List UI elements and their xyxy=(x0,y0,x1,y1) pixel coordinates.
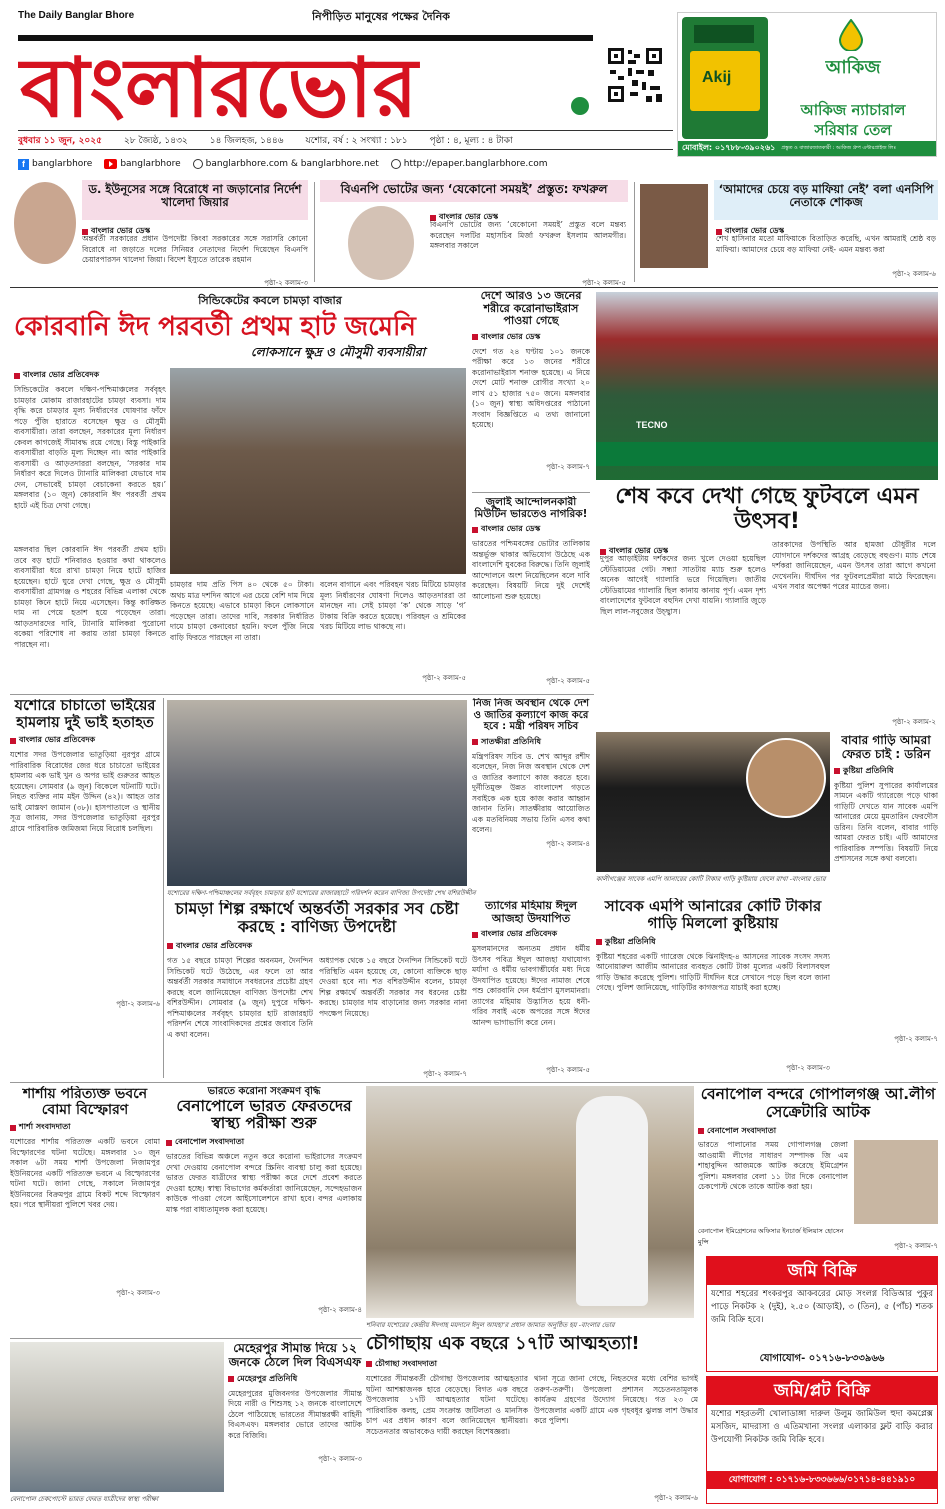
qr-code[interactable] xyxy=(606,46,664,104)
facebook-link[interactable]: f banglarbhore xyxy=(18,159,92,170)
classified-title: জমি বিক্রি xyxy=(707,1257,937,1285)
jump: পৃষ্ঠা-২ কলাম-৭ xyxy=(894,1034,938,1043)
jump: পৃষ্ঠা-২ কলাম-৭ xyxy=(894,1242,938,1250)
bangla-date: ২৮ জ্যৈষ্ঠ, ১৪৩২ xyxy=(123,135,188,146)
body: মেহেরপুরের মুজিবনগর উপজেলার সীমান্ত দিয়ে নারী ও শিশুসহ ১২ জনকে বাংলাদেশে ঠেলে পাঠিয়েছে ভারতের সীমান্তরক্ষী বাহিনী বিএসএফ। মঙ্গলবার ভোরে তাদের আটক করে বিজিবি। xyxy=(228,1388,362,1440)
jump: পৃষ্ঠা-২ কলাম-৫ xyxy=(546,677,590,686)
jump: পৃষ্ঠা-২ কলাম-৬ xyxy=(116,1000,160,1009)
headline: বাবার গাড়ি আমরা ফেরত চাই : ডরিন xyxy=(841,734,931,761)
body: যশোরের শার্শায় পরিত্যক্ত একটি ভবনে বোমা বিস্ফোরণের ঘটনা ঘটেছে। মঙ্গলবার ১০ জুন সকাল ৬টা সময় শার্শা উপজেলা নিজামপুর ইউনিয়নের একটি পরিত্যক্ত ভবনে এ বিস্ফোরণের ঘটনা ঘটে। জানা গেছে, সকালে নিজামপুর ইউনিয়নের বিক্রমপুর গ্রামে বিকট শব্দে বিস্ফোরণ হয়। পরে স্থানীয়রা পুলিশে খবর দেয়। xyxy=(10,1137,160,1210)
english-name: The Daily Banglar Bhore xyxy=(18,10,135,21)
stadium-photo xyxy=(596,292,938,480)
body-1: গত ১৫ বছরে চামড়া শিল্পের অবনমন, দৈনন্দিন সিন্ডিকেট ঘটে উঠেছে, এর ফলে তা আর অন্তর্বর্তী সরকার সমাধানে সবধরনের প্রচেষ্টা গ্রহণ করছে বলে জানিয়েছেন বাণিজ্য উপদেষ্টা শেখ বশিরউদ্দীন। সোমবার (৯ জুন) দুপুরে দক্ষিণ-পশ্চিমাঞ্চলের সর্ববৃহৎ চামড়ার হাট রাজারহাট পরিদর্শন শেষে সাংবাদিকদের প্রশ্নের জবাবে তিনি এ কথা বলেন। xyxy=(167,956,313,1039)
headline: ‘আমাদের চেয়ে বড় মাফিয়া নেই’ বলা এনসিপি নেতাকে শোকজ xyxy=(714,180,938,220)
date-bar xyxy=(18,130,673,150)
chamra-story[interactable] xyxy=(167,900,467,1080)
jump: পৃষ্ঠা-২ কলাম-৫ xyxy=(582,279,626,286)
daughter-story[interactable] xyxy=(834,734,938,1074)
health-check-caption: বেনাপোল চেকপোস্টে ভারত ফেরত যাত্রীদের স্বাস্থ্য পরীক্ষা xyxy=(10,1495,159,1503)
body: ভারতের পশ্চিমবঙ্গের ভোটার তালিকায় অন্তর্ভুক্ত থাকার অভিযোগ উঠেছে এক বাংলাদেশি যুবকের বিরুদ্ধে। তিনি জুলাই আন্দোলনে অংশ নিয়েছিলেন বলে দাবি করেছেন। বিষয়টি নিয়ে দুই দেশেই আলোচনা শুরু হয়েছে। xyxy=(472,539,590,601)
body: ভারতে পালানোর সময় গোপালগঞ্জ জেলা আওয়ামী লীগের সাধারণ সম্পাদক জি এম শাহাবুদ্দিন আজমকে আটক করেছে ইমিগ্রেশন পুলিশ। মঙ্গলবার বেলা ১১ টার দিকে বেনাপোল চেকপোস্ট থেকে তাকে আটক করা হয়। xyxy=(698,1140,848,1191)
lead-headline: কোরবানি ঈদ পরবর্তী প্রথম হাট জমেনি xyxy=(14,312,416,342)
commerce-adviser-photo xyxy=(167,700,467,886)
issue-details: যশোর, বর্ষ : ২ সংখ্যা : ১৮১ xyxy=(305,135,408,146)
ncp-leader-photo xyxy=(640,184,708,268)
byline: শার্শা সংবাদদাতা xyxy=(10,1121,160,1134)
classified-title: জমি/প্লট বিক্রি xyxy=(707,1377,937,1405)
body: কুষ্টিয়া পুলিশ সুপারের কার্যালয়ের সামনে একটি গ্যারেজে পড়ে থাকা গাড়িটি দেখতে যান সাবেক এমপি আনারের মেয়ে মুমতারিন ফেরদৌস ডরিন। তিনি বলেন, বাবার গাড়ি আমরা ফেরত চাই। এটি আমাদের পারিবারিক সম্পত্তি। বিষয়টি নিয়ে প্রশাসনের সঙ্গে কথা বলবো। xyxy=(834,780,938,864)
oil-can xyxy=(682,17,768,139)
lead-kicker: সিন্ডিকেটের কবলে চামড়া বাজার xyxy=(198,294,342,307)
oil-drop-icon xyxy=(838,19,864,51)
byline: বাংলার ভোর ডেস্ক xyxy=(472,331,590,344)
headline: বেনাপোল বন্দরে গোপালগঞ্জ আ.লীগ সেক্রেটারি আটক xyxy=(700,1086,936,1121)
body-2: অধ্যাপক থেকে ১৫ বছরে দৈনন্দিন সিন্ডিকেট ঘটে পরিস্থিতি এমন হয়েছে যে, কোনো ব্যক্তিকে ছাড় দেওয়া হবে না। শত বশিরউদ্দীন বলেন, চামড়া শিল্প রক্ষার্থে অন্তর্বর্তী সরকার সব ধরনের চেষ্টা করছে। চামড়ার দাম বাড়ানোর জন্য সরকার নানা পদক্ষেপ নিয়েছে। xyxy=(319,956,467,1018)
ad-footer xyxy=(678,141,936,156)
lead-story[interactable] xyxy=(10,290,468,690)
gopalganj-story[interactable] xyxy=(698,1086,938,1252)
body: বিএনপি ভোটের জন্য ‘যেকোনো সময়ই’ প্রস্তুত বলে মন্তব্য করেছেন দলটির মহাসচিব মির্জা ফখরুল ইসলাম আলমগীর। মঙ্গলবার সকালে xyxy=(430,220,626,250)
eid-caption: শনিবার যশোরের কেন্দ্রীয় ঈদগাহ ময়দানে ঈদুল আযহা’র প্রধান জামাত অনুষ্ঠিত হয় -বাংলার ভোর xyxy=(366,1321,615,1329)
ad-brand: আকিজ xyxy=(825,57,881,78)
lead-subhead: লোকসানে ক্ষুদ্র ও মৌসুমী ব্যবসায়ীরা xyxy=(250,345,426,359)
leather-market-photo xyxy=(170,368,466,574)
pages-price: পৃষ্ঠা : ৪, মূল্য : ৪ টাকা xyxy=(429,135,513,146)
jump: পৃষ্ঠা-২ কলাম-৬ xyxy=(654,1494,698,1502)
commerce-photo-caption: যশোরের দক্ষিণ-পশ্চিমাঞ্চলের সর্ববৃহৎ চামড়ার হাট যশোরের রাজারহাটে পরিদর্শন করেন বাণিজ্য উপদেষ্টা শেখ বশিরউদ্দীন xyxy=(167,889,476,897)
meherpur-story[interactable] xyxy=(228,1342,362,1494)
health-check-photo xyxy=(10,1342,224,1492)
ad-footer-text: প্রস্তুত ও বাজারজাতকারী : আকিজ গ্রুপ এন্টারপ্রাইজ লিঃ xyxy=(781,144,897,151)
body: শেখ হাসিনার মতো মাফিয়াকে বিতাড়িত করেছি, এখন আমরাই শ্রেষ্ঠ বড় মাফিয়া। আমাদের চেয়ে বড় মাফিয়া নেই- এমন মন্তব্য করা xyxy=(716,234,936,254)
headline: চৌগাছায় এক বছরে ১৭টি আত্মহত্যা! xyxy=(366,1334,640,1354)
body: যশোর সদর উপজেলার ভাতুড়িয়া নুরপুর গ্রামে পারিবারিক বিরোধের জের ধরে চাচাতো ভাইয়ের হামলায় এক ভাই খুন ও অপর ভাই গুরুতর আহত হয়েছেন। সোমবার (৯ জুন) বিকেলে ঘটনাটি ঘটে। নিহত ব্যক্তির নাম মইন উদ্দিন (৪২)। আহত তার ভাই মোস্তফা জামান (৩৮)। হাসপাতালে ও স্থানীয় সূত্র জানায়, সদর উপজেলার ভাতুড়িয়া নুরপুর গ্রামে পারিবারিক জমিজমা নিয়ে বিরোধ চলছিল। xyxy=(10,750,160,833)
classified-contact: যোগাযোগ : ০১৭১৬-৮৩৩৬৬৬/০১৭১৪-৪৪১৯১০ xyxy=(707,1471,937,1489)
hijri-date: ১৪ জিলহজ, ১৪৪৬ xyxy=(209,135,284,146)
signoff: বেনাপোল ইমিগ্রেশনের অফিসার ইনচার্জ ইলিয়াস হোসেন মুন্সি xyxy=(698,1227,844,1246)
top-story-ncp[interactable] xyxy=(640,178,938,286)
car-photo xyxy=(596,732,830,872)
tagline: নিপীড়িত মানুষের পক্ষের দৈনিক xyxy=(312,10,450,23)
top-story-fakhrul[interactable] xyxy=(320,178,630,286)
jump: পৃষ্ঠা-২ কলাম-৫ xyxy=(546,1066,590,1075)
globe-icon xyxy=(193,159,203,169)
byline: কুষ্টিয়া প্রতিনিধি xyxy=(596,936,830,949)
classified-plot-sale[interactable] xyxy=(706,1376,938,1504)
classified-contact: যোগাযোগ- ০১৭১৬-৮৩৩৯৬৬ xyxy=(759,1353,885,1364)
headline: ত্যাগের মহিমায় ঈদুল আজহা উদযাপিত xyxy=(485,900,577,925)
lead-jump: পৃষ্ঠা-২ কলাম-৫ xyxy=(422,674,466,682)
body: মন্ত্রিপরিষদ সচিব ড. শেখ আব্দুর রশীদ বলেছেন, নিজ নিজ অবস্থান থেকে দেশ ও জাতির কল্যাণে কাজ করতে হবে। দুর্নীতিমুক্ত উন্নত বাংলাদেশ গড়তে সবাইকে এক হয়ে কাজ করার আহ্বান জানান তিনি। সাতক্ষীরায় আয়োজিত এক মতবিনিময় সভায় তিনি এসব কথা বলেন। xyxy=(472,751,590,834)
lead-col1 xyxy=(14,366,166,672)
jump: পৃষ্ঠা-২ কলাম-৭ xyxy=(423,1070,467,1078)
jump: পৃষ্ঠা-২ কলাম-৩ xyxy=(318,1454,362,1463)
youtube-link[interactable]: banglarbhore xyxy=(104,159,180,169)
julai-story[interactable] xyxy=(472,496,590,696)
byline: বেনাপোল সংবাদদাতা xyxy=(698,1125,938,1138)
eid-prayer-photo xyxy=(366,1086,694,1318)
body: দেশে গত ২৪ ঘণ্টায় ১০১ জনকে পরীক্ষা করে ১৩ জনের শরীরে করোনাভাইরাস শনাক্ত হয়েছে। এ নিয়ে দেশে মোট শনাক্ত রোগীর সংখ্যা ২০ লাখ ৫১ হাজার ৭৫০ জনে। মঙ্গলবার (১০ জুন) স্বাস্থ্য অধিদপ্তরের পাঠানো সংবাদ বিজ্ঞপ্তিতে এ তথ্য জানানো হয়েছে। xyxy=(472,346,590,430)
byline: বাংলার ভোর প্রতিবেদক xyxy=(472,928,590,941)
headline: চামড়া শিল্প রক্ষার্থে অন্তর্বর্তী সরকার সব চেষ্টা করছে : বাণিজ্য উপদেষ্টা xyxy=(175,900,459,937)
eid-story[interactable] xyxy=(472,900,590,1078)
byline: কুষ্টিয়া প্রতিনিধি xyxy=(834,765,938,778)
body-2: থানা সূত্রে জানা গেছে, নিহতদের মধ্যে বেশির ভাগই তরুণ-তরুণী। উপজেলা প্রশাসন সচেতনতামূলক কার্যক্রম গ্রহণের উদ্যোগ নিয়েছে। গত ২৩ মে উপজেলার একটি গ্রামে এক গৃহবধূর ঝুলন্ত লাশ উদ্ধার করে পুলিশ। xyxy=(534,1374,698,1425)
body-1: দুপুর আড়াইটায় দর্শকদের জন্য খুলে দেওয়া হয়েছিল স্টেডিয়ামের গেট। সন্ধ্যা সাতটায় ম্যাচ শুরু হলেও অনেক আগেই গ্যালারি ভরে গিয়েছিল। জাতীয় স্টেডিয়ামের গ্যালারি ছিল কানায় কানায় পূর্ণ। এমন দৃশ্য বাংলাদেশের ফুটবলে বহুদিন দেখা যায়নি। গ্যালারি জুড়ে ছিল লাল-সবুজের উচ্ছ্বাস। xyxy=(600,554,766,616)
bomb-story[interactable] xyxy=(10,1086,160,1330)
khaleda-photo xyxy=(14,182,76,264)
headline: ড. ইউনূসের সঙ্গে বিরোধে না জড়ানোর নির্দেশ খালেদা জিয়ার xyxy=(82,180,308,220)
lead-text-3: চামড়ার দাম প্রতি পিস ৪০ থেকে ৫০ টাকা। অথচ মাত্র দশদিন আগে এর চেয়ে বেশি দাম দিয়ে কিনতে হয়েছে। এভাবে চামড়া কিনে লোকসানে পড়েছেন তারা। তাদের দাবি, সরকার নির্ধারিত দামে চামড়া কেনাবেচা হয়নি। ফলে পুঁজি নিয়ে বাড়ি ফিরতে পারছেন না তারা। xyxy=(170,580,314,642)
body: অন্তর্বর্তী সরকারের প্রধান উপদেষ্টা কিংবা সরকারের সঙ্গে সরাসরি কোনো বিরোধে না জড়াতে দলের সিনিয়র নেতাদের নির্দেশ দিয়েছেন বিএনপি চেয়ারপারসন খালেদা জিয়া। বিদেশ ইস্যুতে তারেক রহমান xyxy=(82,234,308,264)
social-bar xyxy=(18,156,678,172)
byline: বাংলার ভোর ডেস্ক xyxy=(716,225,784,238)
mp-portrait xyxy=(746,738,826,818)
jump: পৃষ্ঠা-২ কলাম-২ xyxy=(892,718,936,726)
body: মুসলমানদের অন্যতম প্রধান ধর্মীয় উৎসব পবিত্র ঈদুল আজহা যথাযোগ্য মর্যাদা ও ধর্মীয় ভাবগাম্ভীর্যের মধ্য দিয়ে উদযাপিত হয়েছে। ঈদের নামাজ শেষে পশু কোরবানি দেন ধর্মপ্রাণ মুসলমানরা। ত্যাগের মহিমায় উদ্ভাসিত হয়ে ধনী-গরিব সবাই একে অপরের সঙ্গে ঈদের আনন্দ ভাগাভাগি করে নেন। xyxy=(472,944,590,1027)
byline: বাংলার ভোর ডেস্ক xyxy=(82,225,150,238)
kicker: ভারতে করোনা সংক্রমণ বৃদ্ধি xyxy=(207,1086,321,1097)
football-story[interactable] xyxy=(596,290,938,730)
jump: পৃষ্ঠা-২ কলাম-৪ xyxy=(318,1306,362,1315)
classified-land-sale[interactable] xyxy=(706,1256,938,1372)
stadium-banner: TECNO xyxy=(636,420,668,430)
secretary-photo xyxy=(854,1140,938,1224)
headline: মেহেরপুর সীমান্ত দিয়ে ১২ জনকে ঠেলে দিল বিএসএফ xyxy=(228,1342,362,1369)
weekday: বুধবার ১১ জুন, ২০২৫ xyxy=(18,135,102,146)
suicide-story[interactable] xyxy=(366,1334,700,1504)
body-1: যশোরের সীমান্তবর্তী চৌগাছা উপজেলায় আত্মহত্যার ঘটনা আশঙ্কাজনক হারে বেড়েছে। বিগত এক বছরে উপজেলায় ১৭টি আত্মহত্যার ঘটনা ঘটেছে। পারিবারিক কলহ, প্রেম সংক্রান্ত জটিলতা ও মানসিক চাপ এর প্রধান কারণ বলে জানিয়েছেন স্থানীয়রা। সচেতনতার অভাবকেও দায়ী করছেন বিশেষজ্ঞরা। xyxy=(366,1374,528,1436)
ad-phone: মোবাইল: ০১৭৮৮-৩৯০২৬১ xyxy=(682,143,776,152)
lead-byline: বাংলার ভোর প্রতিবেদক xyxy=(14,369,166,382)
car-caption: কালীগঞ্জের সাবেক এমপি আনারের কোটি টাকার গাড়ি কুষ্টিয়ায় ফেলে রাখা -বাংলার ভোর xyxy=(596,875,826,883)
jump: পৃষ্ঠা-২ কলাম-৪ xyxy=(546,839,590,848)
masthead xyxy=(0,0,945,178)
akij-ad[interactable] xyxy=(677,12,937,157)
benapole-corona-story[interactable] xyxy=(166,1086,362,1336)
headline: শার্শায় পরিত্যক্ত ভবনে বোমা বিস্ফোরণ xyxy=(22,1086,148,1119)
epaper-link[interactable]: http://epaper.banglarbhore.com xyxy=(391,159,548,169)
headline: বিএনপি ভোটের জন্য ‘যেকোনো সময়ই’ প্রস্তুত: ফখরুল xyxy=(320,180,628,202)
logo-art xyxy=(18,24,593,124)
byline: মেহেরপুর প্রতিনিধি xyxy=(228,1373,362,1386)
byline: বাংলার ভোর প্রতিবেদক xyxy=(167,940,467,953)
classified-text: যশোর শহরের শংকরপুর আকবরের মোড় সংলগ্ন বিডিআর পুকুর পাড়ে নিকটক ২ (দুই), ২.৫০ (আড়াই), ৩ (তিন), ৫ (পাঁচ) শতক জমি বিক্রি হবে। xyxy=(711,1289,933,1325)
globe-icon-2 xyxy=(391,159,401,169)
corona-story[interactable] xyxy=(472,290,590,490)
headline: নিজ নিজ অবস্থান থেকে দেশ ও জাতির কল্যাণে কাজ করে হবে : মন্ত্রী পরিষদ সচিব xyxy=(473,698,589,732)
health-secretary-story[interactable] xyxy=(472,698,590,868)
byline: বাংলার ভোর ডেস্ক xyxy=(472,523,590,536)
byline: বেনাপোল সংবাদদাতা xyxy=(166,1136,362,1149)
ad-product-line: আকিজ ন্যাচারাল xyxy=(800,101,906,119)
headline: শেষ কবে দেখা গেছে ফুটবলে এমন উৎসব! xyxy=(615,484,919,535)
byline: বাংলার ভোর ডেস্ক xyxy=(600,545,668,558)
jump: পৃষ্ঠা-২ কলাম-৬ xyxy=(892,270,936,278)
headline: যশোরে চাচাতো ভাইয়ের হামলায় দুই ভাই হতাহত xyxy=(14,698,156,731)
chachato-story[interactable] xyxy=(10,698,160,1072)
lead-text-1: সিন্ডিকেটের কবলে দক্ষিণ-পশ্চিমাঞ্চলের সর্ববৃহৎ চামড়ার মোকাম রাজারহাটের চামড়া ব্যবসা। দাম বৃদ্ধি করে চামড়ার মূল্য নির্ধারণের ঘোষণার ফাঁদে পড়ে পুঁজি হারাতে বসেছেন ক্ষুদ্র ও মৌসুমী ব্যবসায়ীরা। তারা বলছেন, সরকারের মূল্য নির্ধারণ কেবল কাগজেই সীমাবদ্ধ রয়ে গেছে। বিস্তু পাইকারি ব্যবসায়ীরা বাড়তি মূল্য দিচ্ছেন না। আর পাইকারি ব্যবসায়ী ও আড়তদাররা বলছেন, ‘সরকার দাম নির্ধারণ করে দিলেও ট্যানারি মালিকরা যেভাবে দাম দেন, সেভাবেই চামড়া বেচাকেনা করতে হয়।’ মঙ্গলবার (১০ জুন) কোরবানি ঈদ পরবর্তী প্রথম হাটে এই চিত্র দেখা গেছে। xyxy=(14,385,166,510)
headline: বেনাপোলে ভারত ফেরতদের স্বাস্থ্য পরীক্ষা শুরু xyxy=(176,1096,352,1133)
headline: জুলাই আন্দোলনকারী মিউটিন ভারতেও নাগরিক! xyxy=(474,496,588,521)
top-strip xyxy=(10,178,938,286)
fakhrul-photo xyxy=(348,206,414,280)
byline: বাংলার ভোর ডেস্ক xyxy=(430,211,498,224)
body: ভারতের বিভিন্ন অঞ্চলে নতুন করে করোনা ভাইরাসের সংক্রমণ দেখা দেওয়ায় বেনাপোল বন্দরে স্ক্রিনিং ব্যবস্থা চালু করা হয়েছে। ভারত ফেরত যাত্রীদের স্বাস্থ্য পরীক্ষা করে দেশে প্রবেশ করতে দেওয়া হচ্ছে। স্বাস্থ্য বিভাগের কর্মকর্তারা জানিয়েছেন, সন্দেহভাজন কাউকে পাওয়া গেলে আইসোলেশনে রাখা হবে। বন্দর এলাকায় মাস্ক পরা বাধ্যতামূলক করা হয়েছে। xyxy=(166,1152,362,1214)
masthead-logo xyxy=(18,24,593,124)
ad-product: সরিষার তেল xyxy=(814,121,892,139)
classified-text: যশোর শহরতলী খোলাডাঙ্গা দারুল উলুম জামিউল হুদা কমপ্লেক্স মসজিদ, মাদরাসা ও এতিমখানা সংলগ্ন এলাকার ফ্লট বাড়ি করার উপযোগী নিকটক জমি বিক্রি হবে। xyxy=(711,1409,933,1445)
facebook-icon: f xyxy=(18,159,29,170)
jump: পৃষ্ঠা-২ কলাম-৩ xyxy=(264,279,308,286)
jump: পৃষ্ঠা-২ কলাম-৩ xyxy=(786,1063,830,1072)
jump: পৃষ্ঠা-২ কলাম-৭ xyxy=(546,462,590,471)
byline: বাংলার ভোর প্রতিবেদক xyxy=(10,734,160,747)
body-2: তারকাদের উপস্থিতি আর হামজা চৌধুরীর দলে যোগদানে দর্শকদের আগ্রহ বেড়েছে বহুগুণ। ম্যাচ শেষে দর্শকরা জানিয়েছেন, এমন উৎসব তারা আগে কখনো দেখেননি। দীর্ঘদিন পর ফুটবলপ্রেমীরা মাঠে ফিরেছেন। এখন সবার অপেক্ষা পরের ম্যাচের জন্য। xyxy=(772,540,936,591)
car-story[interactable] xyxy=(596,898,830,1078)
web-link[interactable]: banglarbhore.com & banglarbhore.net xyxy=(193,159,379,169)
lead-text-2: মঙ্গলবার ছিল কোরবানি ঈদ পরবর্তী প্রথম হাট। তবে বড় হাটে শনিবারও হওয়ার কথা থাকলেও ব্যবসায়ীরা ধরে রাখা চামড়া নিয়ে হাটে হাজির হয়েছেন। হাটে ঘুরে দেখা গেছে, ক্ষুদ্র ও মৌসুমী ব্যবসায়ীরা গ্রামগঞ্জ ও শহরের বিভিন্ন এলাকা থেকে চামড়া কিনে হাটে নিয়ে এসেছেন। কিন্তু কাঙ্ক্ষিত দাম না পেয়ে হতাশ হয়ে পড়েছেন তারা। আড়তদারদের দাবি, ট্যানারি মালিকরা পুরোনো বকেয়া পরিশোধ না করায় তারা চামড়া কিনতে পারছেন না। xyxy=(14,545,166,649)
byline: চৌগাছা সংবাদদাতা xyxy=(366,1358,700,1371)
logo-text-1: বাংলারভোর xyxy=(20,41,418,124)
jump: পৃষ্ঠা-২ কলাম-৩ xyxy=(116,1289,160,1298)
can-label: Akij xyxy=(702,69,732,86)
youtube-icon xyxy=(104,159,117,169)
headline: সাবেক এমপি আনারের কোটি টাকার গাড়ি মিললো কুষ্টিয়ায় xyxy=(604,898,822,933)
body: কুষ্টিয়া শহরের একটি গ্যারেজ থেকে ঝিনাইদহ-৪ আসনের সাবেক সংসদ সদস্য আনোয়ারুল আজীম আনারের ব্যবহৃত কোটি টাকা মূল্যের একটি বিলাসবহুল গাড়ি উদ্ধার করেছে পুলিশ। গাড়িটি দীর্ঘদিন ধরে সেখানে পড়ে ছিল বলে জানা গেছে। পুলিশ জানিয়েছে, গাড়িটির কাগজপত্র যাচাই করা হচ্ছে। xyxy=(596,951,830,992)
top-story-khaleda[interactable] xyxy=(10,178,310,286)
byline: সাতক্ষীরা প্রতিনিধি xyxy=(472,736,590,749)
headline: দেশে আরও ১৩ জনের শরীরে করোনাভাইরাস পাওয়া গেছে xyxy=(480,290,582,328)
lead-text-4: বলেন বাগানে এবং পরিবহন খরচ মিটিয়ে চামড়ার মূল্য নির্ধারণের ঘোষণা দিলেও আড়তদাররা তা মানছেন না। সেই চামড়া ‘ক’ থেকে সাড়ে ‘গ’ টাকায় বিক্রি করতে হয়েছে। পরিবহন ও শ্রমিকের খরচ মিটিয়ে লাভ থাকছে না। xyxy=(320,580,466,631)
